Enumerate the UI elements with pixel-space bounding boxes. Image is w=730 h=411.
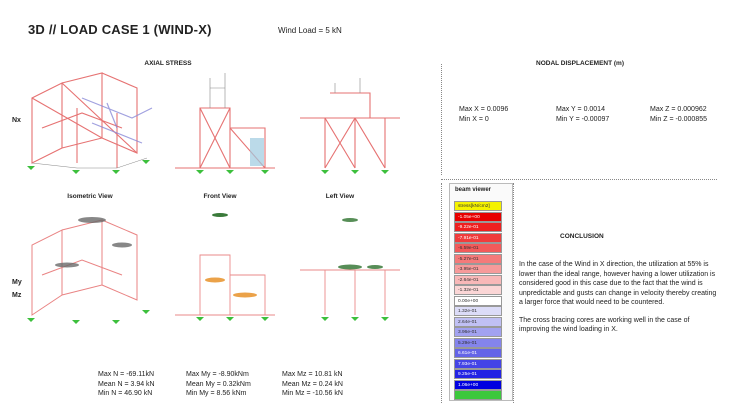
stat-max-n: Max N = -69.11kN bbox=[98, 371, 155, 378]
legend-swatch: 0.00e+00 bbox=[454, 296, 502, 306]
view-label-left: Left View bbox=[325, 193, 355, 200]
moment-isometric-drawing bbox=[22, 205, 162, 330]
stat-min-mz: Min Mz = -10.56 kN bbox=[282, 390, 343, 397]
conclusion-title: CONCLUSION bbox=[560, 233, 604, 240]
view-label-front: Front View bbox=[203, 193, 237, 200]
stat-min-my: Min My = 8.56 kNm bbox=[186, 390, 247, 397]
legend-title: beam viewer bbox=[455, 187, 492, 193]
stats-n bbox=[98, 370, 155, 399]
legend-swatch: -3.95e-01 bbox=[454, 264, 502, 274]
page-title: 3D // LOAD CASE 1 (WIND-X) bbox=[28, 22, 212, 37]
moment-left-drawing bbox=[290, 205, 410, 330]
legend-swatch: stress[kN/cm2] bbox=[454, 201, 502, 211]
axial-stress-header: AXIAL STRESS bbox=[144, 60, 192, 67]
stat-max-my: Max My = -8.90kNm bbox=[186, 371, 249, 378]
legend-swatch: -9.22e-01 bbox=[454, 222, 502, 232]
legend-swatch: -1.05e+00 bbox=[454, 212, 502, 222]
legend-swatch: -7.91e-01 bbox=[454, 233, 502, 243]
row-label-my: My bbox=[12, 279, 22, 286]
legend-swatch: 1.32e-01 bbox=[454, 306, 502, 316]
max-y-value: Max Y = 0.0014 bbox=[556, 106, 605, 113]
divider-vertical-left bbox=[441, 183, 442, 403]
stat-min-n: Min N = 46.90 kN bbox=[98, 390, 153, 397]
row-label-mz: Mz bbox=[12, 292, 22, 299]
legend-swatch: -6.59e-01 bbox=[454, 243, 502, 253]
axial-isometric-drawing bbox=[22, 68, 162, 183]
legend-swatch: 2.64e-01 bbox=[454, 317, 502, 327]
divider-vertical-top bbox=[441, 64, 442, 175]
conclusion-text bbox=[519, 260, 719, 343]
row-label-nx: Nx bbox=[12, 117, 21, 124]
stat-mean-n: Mean N = 3.94 kN bbox=[98, 380, 155, 388]
legend-swatch: 1.06e+00 bbox=[454, 380, 502, 390]
legend-swatch bbox=[454, 390, 502, 400]
legend-swatch: 6.61e-01 bbox=[454, 348, 502, 358]
view-label-isometric: Isometric View bbox=[67, 193, 113, 200]
legend-swatch: 7.93e-01 bbox=[454, 359, 502, 369]
stats-mz bbox=[282, 370, 343, 399]
axial-front-drawing bbox=[170, 68, 280, 183]
stat-max-mz: Max Mz = 10.81 kN bbox=[282, 371, 343, 378]
nodal-displacement-header: NODAL DISPLACEMENT (m) bbox=[536, 60, 624, 67]
min-z-value: Min Z = -0.000855 bbox=[650, 116, 708, 123]
conclusion-paragraph-2: The cross bracing cores are working well in the case of improving the wind loading in X. bbox=[519, 316, 690, 333]
axial-left-drawing bbox=[290, 68, 410, 183]
legend-swatch: 9.25e-01 bbox=[454, 369, 502, 379]
legend-swatch: -5.27e-01 bbox=[454, 254, 502, 264]
max-x-value: Max X = 0.0096 bbox=[459, 106, 509, 113]
stats-my bbox=[186, 370, 251, 399]
min-y-value: Min Y = -0.00097 bbox=[556, 116, 610, 123]
beam-viewer-legend bbox=[449, 183, 513, 401]
legend-swatch: 5.29e-01 bbox=[454, 338, 502, 348]
legend-swatch: 3.96e-01 bbox=[454, 327, 502, 337]
displacement-x bbox=[459, 105, 508, 125]
legend-swatch: -2.64e-01 bbox=[454, 275, 502, 285]
divider-vertical-right bbox=[513, 183, 514, 403]
stat-mean-mz: Mean Mz = 0.24 kN bbox=[282, 380, 343, 388]
moment-front-drawing bbox=[170, 205, 280, 330]
min-x-value: Min X = 0 bbox=[459, 116, 489, 123]
displacement-z bbox=[650, 105, 707, 125]
wind-load-label: Wind Load = 5 kN bbox=[278, 26, 342, 35]
displacement-y bbox=[556, 105, 609, 125]
stat-mean-my: Mean My = 0.32kNm bbox=[186, 380, 251, 388]
legend-swatch: -1.32e-01 bbox=[454, 285, 502, 295]
conclusion-paragraph-1: In the case of the Wind in X direction, the utilization at 55% is lower than the ideal range, however having a lower utilization is considered good in this case due to the fact that the wind is unpredictable and gusts can change in velocity thereby creating a larger force that would need to be countered. bbox=[519, 261, 717, 306]
divider-horizontal bbox=[441, 179, 717, 180]
max-z-value: Max Z = 0.000962 bbox=[650, 106, 707, 113]
